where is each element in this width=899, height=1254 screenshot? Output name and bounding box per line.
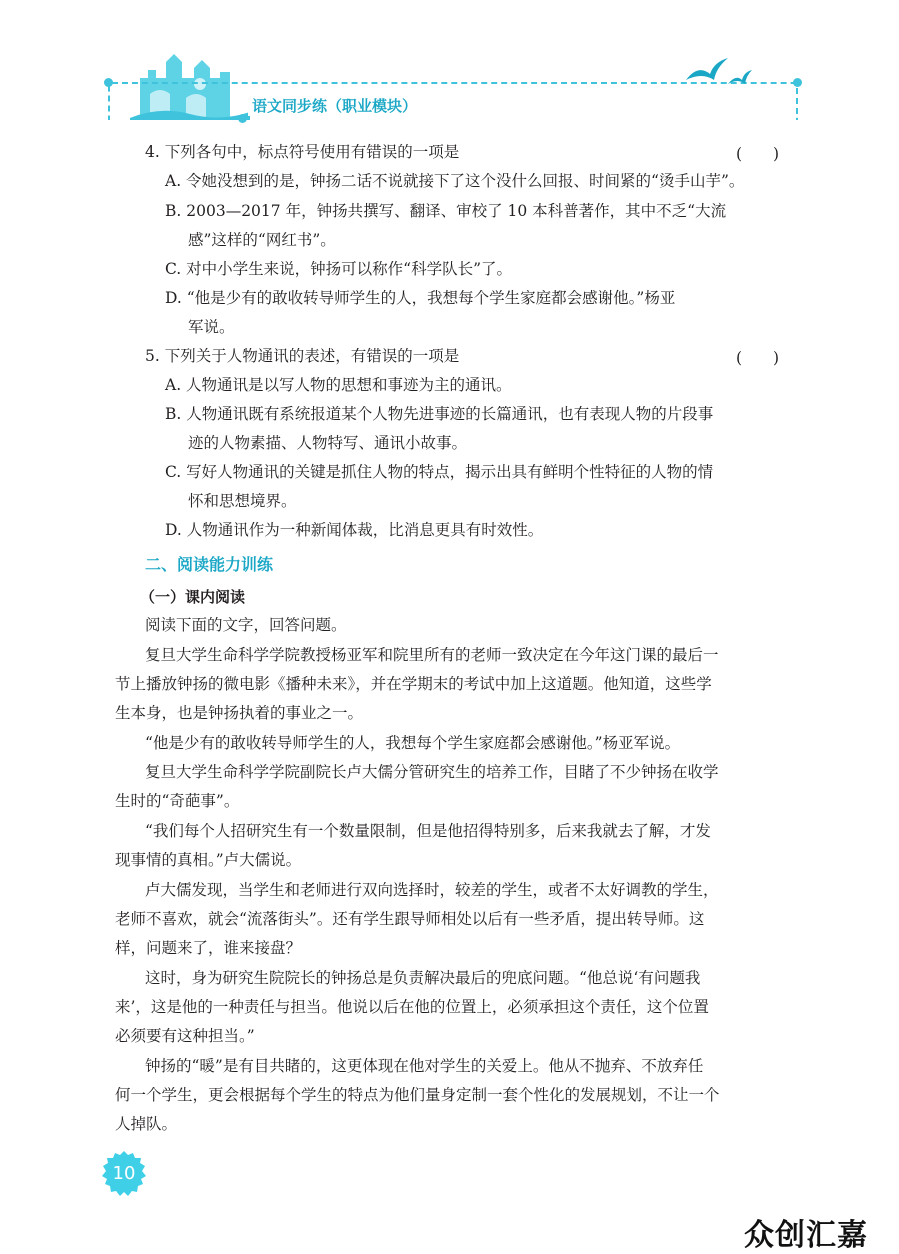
reading-instruction: 阅读下面的文字，回答问题。 (145, 616, 347, 634)
passage-line: “他是少有的敢收转导师学生的人，我想每个学生家庭都会感谢他。”杨亚军说。 (145, 734, 681, 752)
passage-line: 来’，这是他的一种责任与担当。他说以后在他的位置上，必须承担这个责任，这个位置 (115, 998, 709, 1016)
passage-line: 生时的“奇葩事”。 (115, 792, 240, 810)
frame-dot-mid (238, 114, 247, 123)
passage-line: 这时，身为研究生院院长的钟扬总是负责解决最后的兜底问题。“他总说‘有问题我 (145, 969, 701, 987)
question-4-answer-blank: ( ) (736, 145, 780, 163)
page-number: 10 (112, 1163, 136, 1184)
passage-line: 钟扬的“暖”是有目共睹的，这更体现在他对学生的关爱上。他从不抛弃、不放弃任 (145, 1057, 704, 1075)
question-5-answer-blank: ( ) (736, 349, 780, 367)
question-4-stem: 4. 下列各句中，标点符号使用有错误的一项是 (145, 143, 460, 161)
question-5-option-b-cont: 迹的人物素描、人物特写、通讯小故事。 (188, 434, 468, 452)
question-4-option-d: D. “他是少有的敢收转导师学生的人，我想每个学生家庭都会感谢他。”杨亚 (165, 289, 676, 307)
passage-line: 复旦大学生命科学学院教授杨亚军和院里所有的老师一致决定在今年这门课的最后一 (145, 646, 719, 664)
passage-line: “我们每个人招研究生有一个数量限制，但是他招得特别多，后来我就去了解，才发 (145, 822, 711, 840)
question-4-option-d-cont: 军说。 (188, 318, 235, 336)
seagull-icon (684, 56, 754, 88)
question-5-option-a: A. 人物通讯是以写人物的思想和事迹为主的通讯。 (165, 376, 512, 394)
question-5-option-c-cont: 怀和思想境界。 (188, 492, 297, 510)
frame-dot-right (793, 78, 802, 87)
question-4-option-c: C. 对中小学生来说，钟扬可以称作“科学队长”了。 (165, 260, 513, 278)
question-4-option-a: A. 令她没想到的是，钟扬二话不说就接下了这个没什么回报、时间紧的“烫手山芋”。 (165, 172, 745, 190)
passage-line: 现事情的真相。”卢大儒说。 (115, 851, 302, 869)
subsection-title: （一）课内阅读 (140, 588, 246, 606)
watermark: 众创汇嘉 (744, 1218, 868, 1253)
passage-line: 卢大儒发现，当学生和老师进行双向选择时，较差的学生，或者不太好调教的学生， (145, 881, 719, 899)
passage-line: 节上播放钟扬的微电影《播种未来》，并在学期末的考试中加上这道题。他知道，这些学 (115, 675, 712, 693)
passage-line: 样，问题来了，谁来接盘？ (115, 939, 302, 957)
page-number-badge (100, 1150, 148, 1198)
passage-line: 必须要有这种担当。” (115, 1027, 255, 1045)
passage-line: 生本身，也是钟扬执着的事业之一。 (115, 704, 364, 722)
question-4-option-b-cont: 感”这样的“网红书”。 (188, 231, 336, 249)
question-4-option-b: B. 2003—2017 年，钟扬共撰写、翻译、审校了 10 本科普著作，其中不乏“大流 (165, 202, 727, 220)
question-5-stem: 5. 下列关于人物通讯的表述，有错误的一项是 (145, 347, 460, 365)
header-title: 语文同步练（职业模块） (248, 95, 421, 116)
question-5-option-d: D. 人物通讯作为一种新闻体裁，比消息更具有时效性。 (165, 521, 544, 539)
passage-line: 人掉队。 (115, 1115, 178, 1133)
page-header (0, 0, 899, 140)
frame-dot-left (104, 78, 113, 87)
question-5-option-b: B. 人物通讯既有系统报道某个人物先进事迹的长篇通讯，也有表现人物的片段事 (165, 405, 714, 423)
question-5-option-c: C. 写好人物通讯的关键是抓住人物的特点，揭示出具有鲜明个性特征的人物的情 (165, 463, 714, 481)
passage-line: 复旦大学生命科学学院副院长卢大儒分管研究生的培养工作，目睹了不少钟扬在收学 (145, 763, 719, 781)
section-title: 二、阅读能力训练 (145, 555, 274, 574)
passage-line: 老师不喜欢，就会“流落街头”。还有学生跟导师相处以后有一些矛盾，提出转导师。这 (115, 910, 705, 928)
passage-line: 何一个学生，更会根据每个学生的特点为他们量身定制一套个性化的发展规划，不让一个 (115, 1086, 720, 1104)
